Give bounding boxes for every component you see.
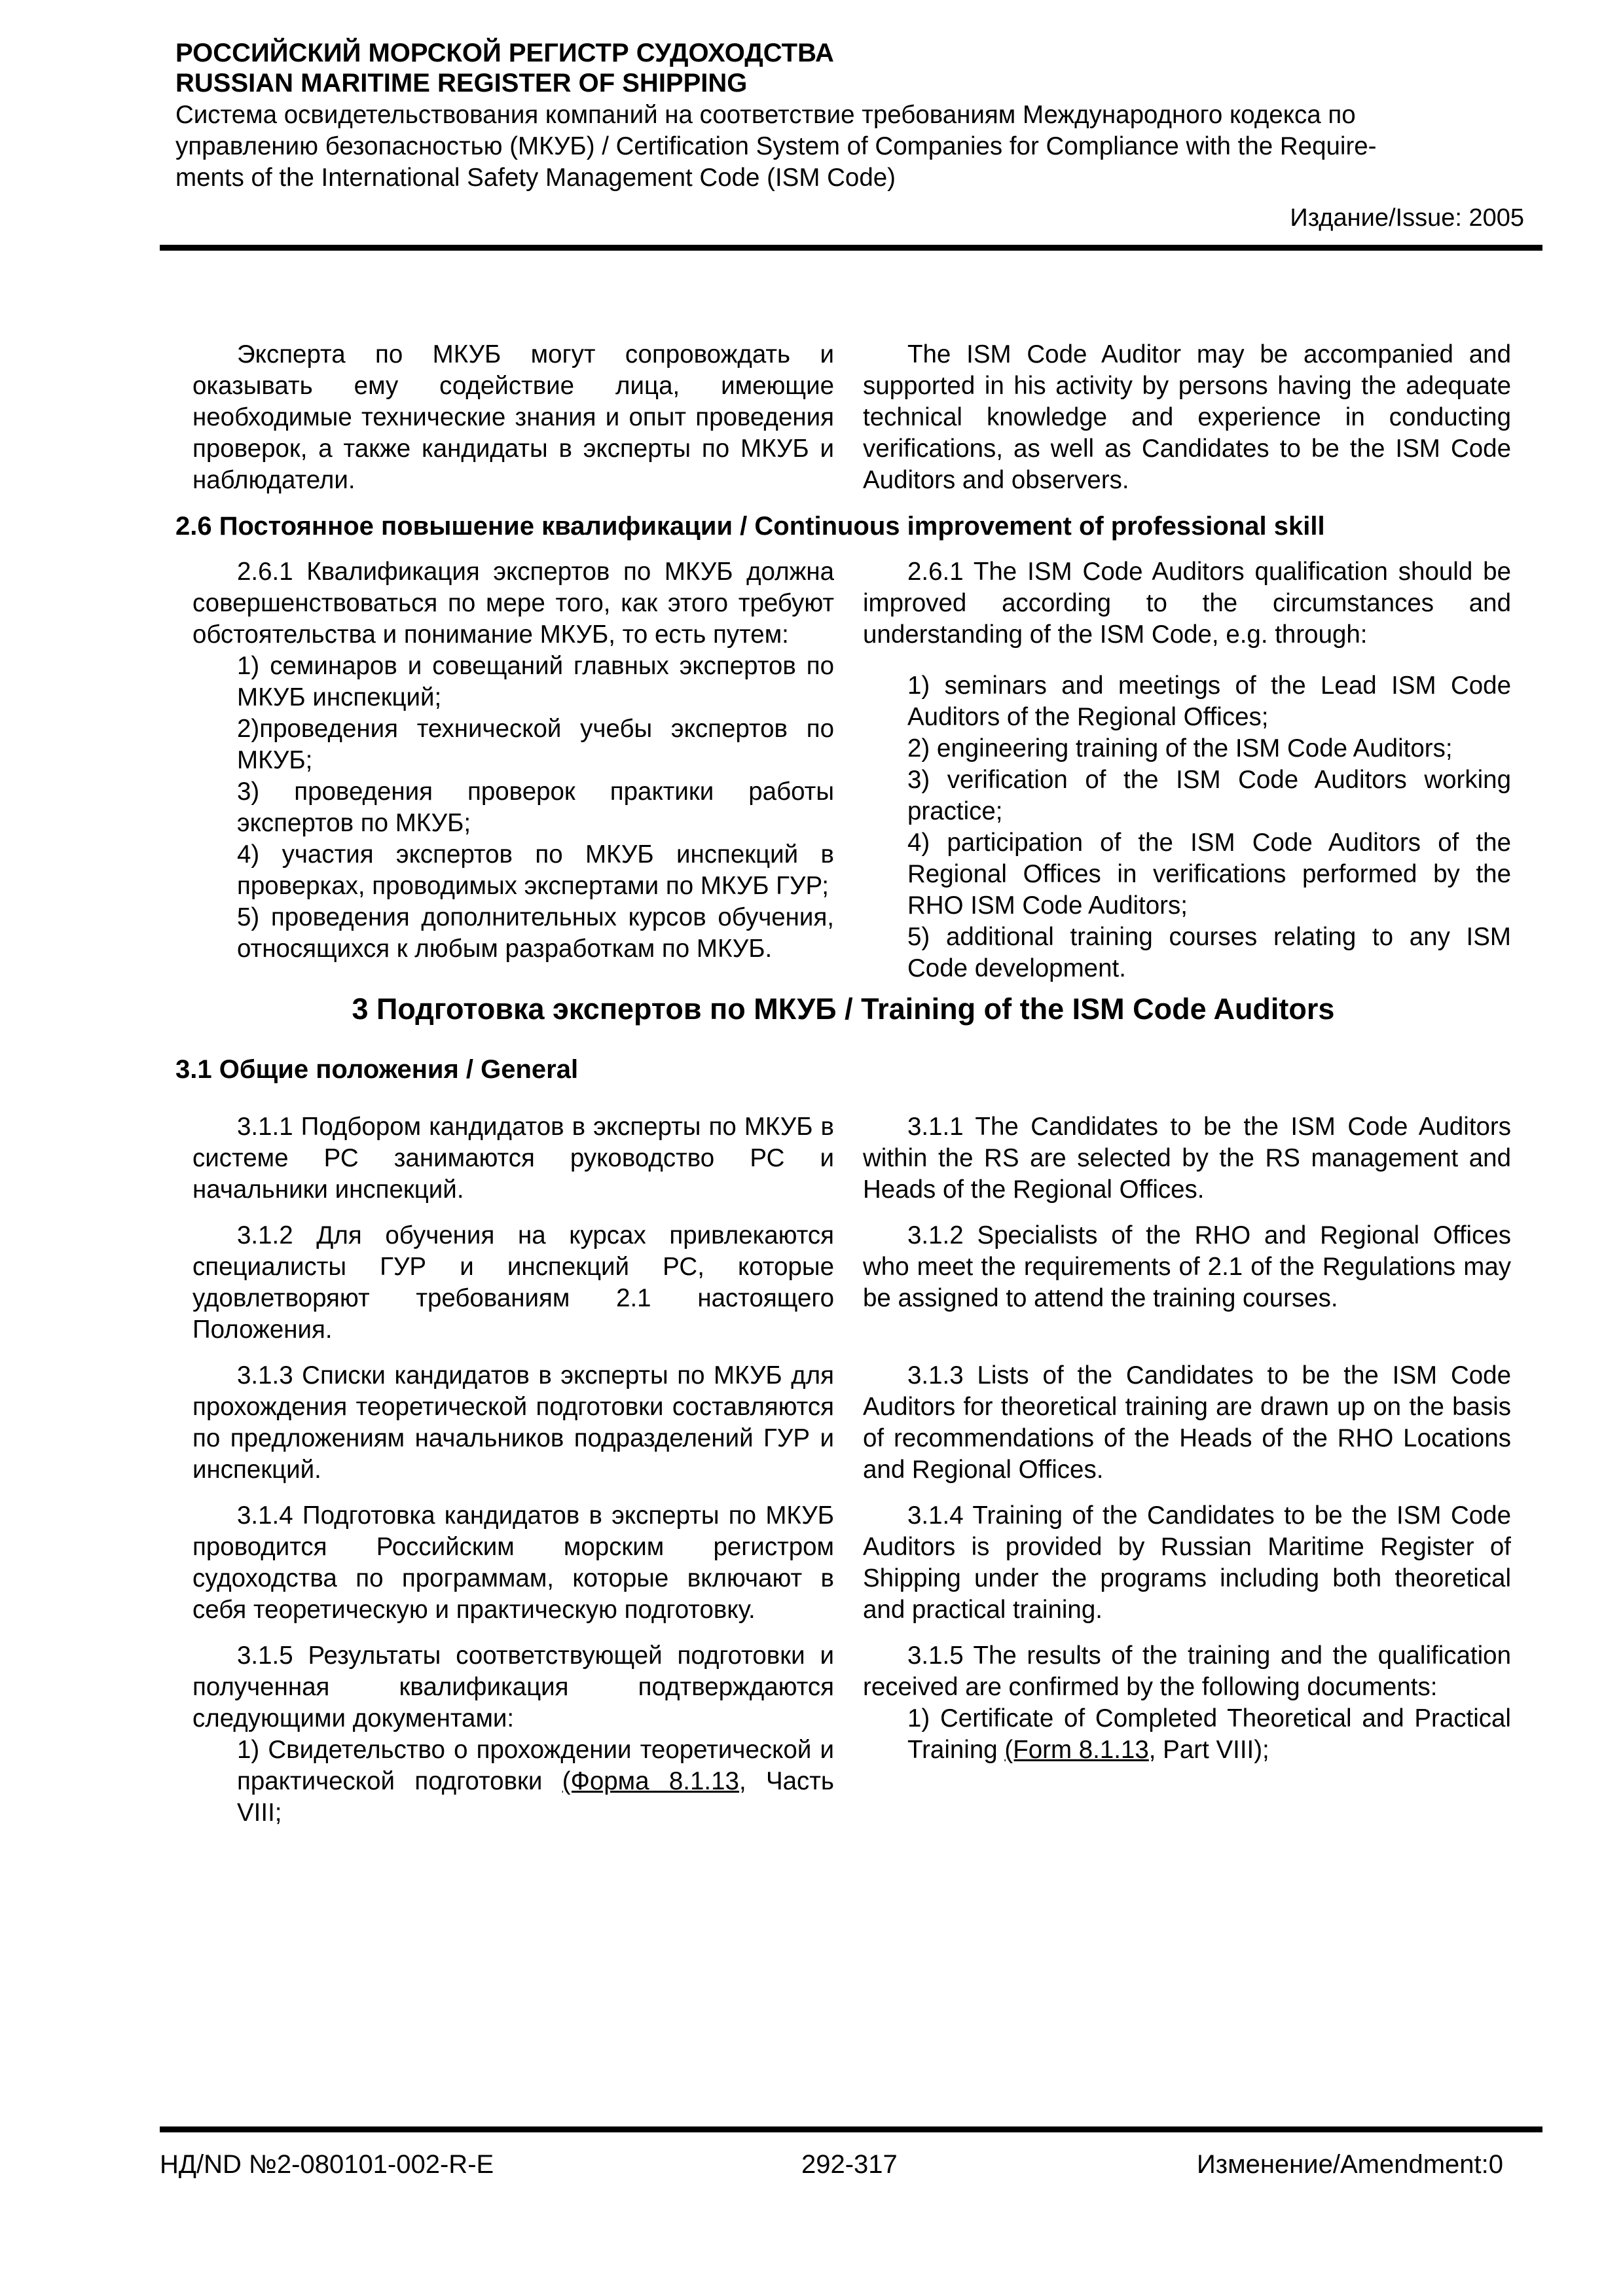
list-item: 3) проведения проверок практики работы экспертов по МКУБ; — [237, 778, 834, 837]
paragraph-3-1-4-en: 3.1.4 Training of the Candidates to be the ISM Code Auditors is provided by Russian Maritime Register of Shipping under the programs including both theoretical and practical training. — [863, 1501, 1511, 1624]
column-en — [863, 1500, 1511, 1626]
paragraph-3-1-2-ru: 3.1.2 Для обучения на курсах привлекаются специалисты ГУР и инспекций РС, которые удовлетворяют требованиям 2.1 настоящего Положения. — [192, 1221, 834, 1344]
list-item: 4) participation of the ISM Code Auditors of the Regional Offices in verifications performed by the RHO ISM Code Auditors; — [907, 829, 1511, 920]
paragraph-3-1-2-en: 3.1.2 Specialists of the RHO and Regional Offices who meet the requirements of 2.1 of the Regulations may be assigned to attend the training courses. — [863, 1221, 1511, 1312]
column-en — [863, 1220, 1511, 1346]
column-en — [863, 339, 1511, 496]
section-3-1-title: 3.1 Общие положения / General — [175, 1055, 579, 1084]
intro-row — [175, 339, 1511, 496]
column-ru — [192, 1360, 834, 1486]
system-title-line: Система освидетельствования компаний на соответствие требованиям Международного кодекса по — [175, 101, 1356, 129]
intro-paragraph-ru: Эксперта по МКУБ могут сопровождать и оказывать ему содействие лица, имеющие необходимые технические знания и опыт проведения проверок, а также кандидаты в эксперты по МКУБ и наблюдатели. — [192, 340, 834, 494]
column-ru — [192, 556, 834, 984]
section-3-1-3-row — [175, 1360, 1511, 1486]
documents-list-ru — [192, 1734, 834, 1829]
list-item: 5) проведения дополнительных курсов обучения, относящихся к любым разработкам по МКУБ. — [237, 903, 834, 963]
column-ru — [192, 1640, 834, 1829]
improvement-list-ru — [192, 651, 834, 965]
paragraph-3-1-5-ru: 3.1.5 Результаты соответствующей подготовки и полученная квалификация подтверждаются следующими документами: — [192, 1641, 834, 1732]
system-title — [175, 99, 1524, 194]
system-title-line: управлению безопасностью (МКУБ) / Certification System of Companies for Compliance with the Require- — [175, 132, 1377, 160]
list-item: 2) engineering training of the ISM Code Auditors; — [907, 734, 1453, 762]
amendment-label: Изменение/Amendment:0 — [1197, 2150, 1503, 2179]
intro-paragraph-en: The ISM Code Auditor may be accompanied and supported in his activity by persons having the adequate technical knowledge and experience in conducting verifications, as well as Candidates to be the ISM Code Auditors and observers. — [863, 340, 1511, 494]
system-title-line: ments of the International Safety Management Code (ISM Code) — [175, 164, 896, 192]
column-en — [863, 1640, 1511, 1829]
register-title-ru: РОССИЙСКИЙ МОРСКОЙ РЕГИСТР СУДОХОДСТВА — [175, 39, 834, 67]
list-item: 2)проведения технической учебы экспертов по МКУБ; — [237, 715, 834, 774]
column-ru — [192, 1111, 834, 1206]
section-3-1-2-row — [175, 1220, 1511, 1346]
page-header — [175, 38, 1524, 233]
item-text: 1) Certificate of Completed Theoretical and Practical Training — [907, 1704, 1511, 1764]
page-footer — [160, 2148, 1542, 2181]
item-text: , Part VIII); — [1148, 1736, 1269, 1764]
list-item: 1) seminars and meetings of the Lead ISM Code Auditors of the Regional Offices; — [907, 672, 1511, 731]
list-item — [237, 1734, 834, 1829]
section-2-6-title: 2.6 Постоянное повышение квалификации / Continuous improvement of professional skill — [175, 512, 1325, 541]
list-item: 5) additional training courses relating to any ISM Code development. — [907, 923, 1511, 982]
form-8-1-13-link[interactable]: (Form 8.1.13 — [1004, 1736, 1149, 1764]
paragraph-3-1-3-en: 3.1.3 Lists of the Candidates to be the ISM Code Auditors for theoretical training are drawn up on the basis of recommendations of the Heads of the RHO Locations and Regional Offices. — [863, 1361, 1511, 1484]
register-title-en: RUSSIAN MARITIME REGISTER OF SHIPPING — [175, 69, 748, 98]
paragraph-3-1-4-ru: 3.1.4 Подготовка кандидатов в эксперты по МКУБ проводится Российским морским регистром судоходства по программам, которые включают в себя теоретическую и практическую подготовку. — [192, 1501, 834, 1624]
chapter-3-title: 3 Подготовка экспертов по МКУБ / Training of the ISM Code Auditors — [352, 992, 1335, 1026]
documents-list-en — [863, 1703, 1511, 1766]
list-item: 3) verification of the ISM Code Auditors working practice; — [907, 766, 1511, 825]
column-ru — [192, 1500, 834, 1626]
list-item — [907, 1703, 1511, 1766]
header-rule — [160, 245, 1542, 251]
document-number: НД/ND №2-080101-002-R-E — [160, 2150, 494, 2179]
column-en — [863, 1360, 1511, 1486]
paragraph-3-1-3-ru: 3.1.3 Списки кандидатов в эксперты по МКУБ для прохождения теоретической подготовки составляются по предложениям начальников подразделений ГУР и инспекций. — [192, 1361, 834, 1484]
issue-label: Издание/Issue: 2005 — [1290, 204, 1524, 232]
column-ru — [192, 1220, 834, 1346]
item-text: 1) Свидетельство о прохождении теоретической и практической подготовки — [237, 1736, 834, 1795]
column-en — [863, 556, 1511, 984]
paragraph-3-1-5-en: 3.1.5 The results of the training and the qualification received are confirmed by the following documents: — [863, 1641, 1511, 1701]
section-3-1-5-row — [175, 1640, 1511, 1829]
list-item: 4) участия экспертов по МКУБ инспекций в проверках, проводимых экспертами по МКУБ ГУР; — [237, 840, 834, 900]
paragraph-2-6-1-en: 2.6.1 The ISM Code Auditors qualification should be improved according to the circumstances and understanding of the ISM Code, e.g. through: — [863, 558, 1511, 649]
column-ru — [192, 339, 834, 496]
paragraph-3-1-1-en: 3.1.1 The Candidates to be the ISM Code Auditors within the RS are selected by the RS management and Heads of the Regional Offices. — [863, 1113, 1511, 1204]
item-text: , Часть VIII; — [237, 1767, 834, 1827]
section-3-1-1-row — [175, 1111, 1511, 1206]
paragraph-3-1-1-ru: 3.1.1 Подбором кандидатов в эксперты по МКУБ в системе РС занимаются руководство РС и начальники инспекций. — [192, 1113, 834, 1204]
paragraph-2-6-1-ru: 2.6.1 Квалификация экспертов по МКУБ должна совершенствоваться по мере того, как этого требуют обстоятельства и понимание МКУБ, то есть путем: — [192, 558, 834, 649]
page-body — [175, 339, 1511, 1829]
column-en — [863, 1111, 1511, 1206]
list-item: 1) семинаров и совещаний главных экспертов по МКУБ инспекций; — [237, 652, 834, 711]
improvement-list-en — [863, 670, 1511, 984]
footer-rule — [160, 2126, 1542, 2132]
form-8-1-13-link[interactable]: (Форма 8.1.13 — [562, 1767, 739, 1795]
section-2-6-row — [175, 556, 1511, 984]
section-3-1-4-row — [175, 1500, 1511, 1626]
page-number: 292-317 — [801, 2150, 898, 2179]
